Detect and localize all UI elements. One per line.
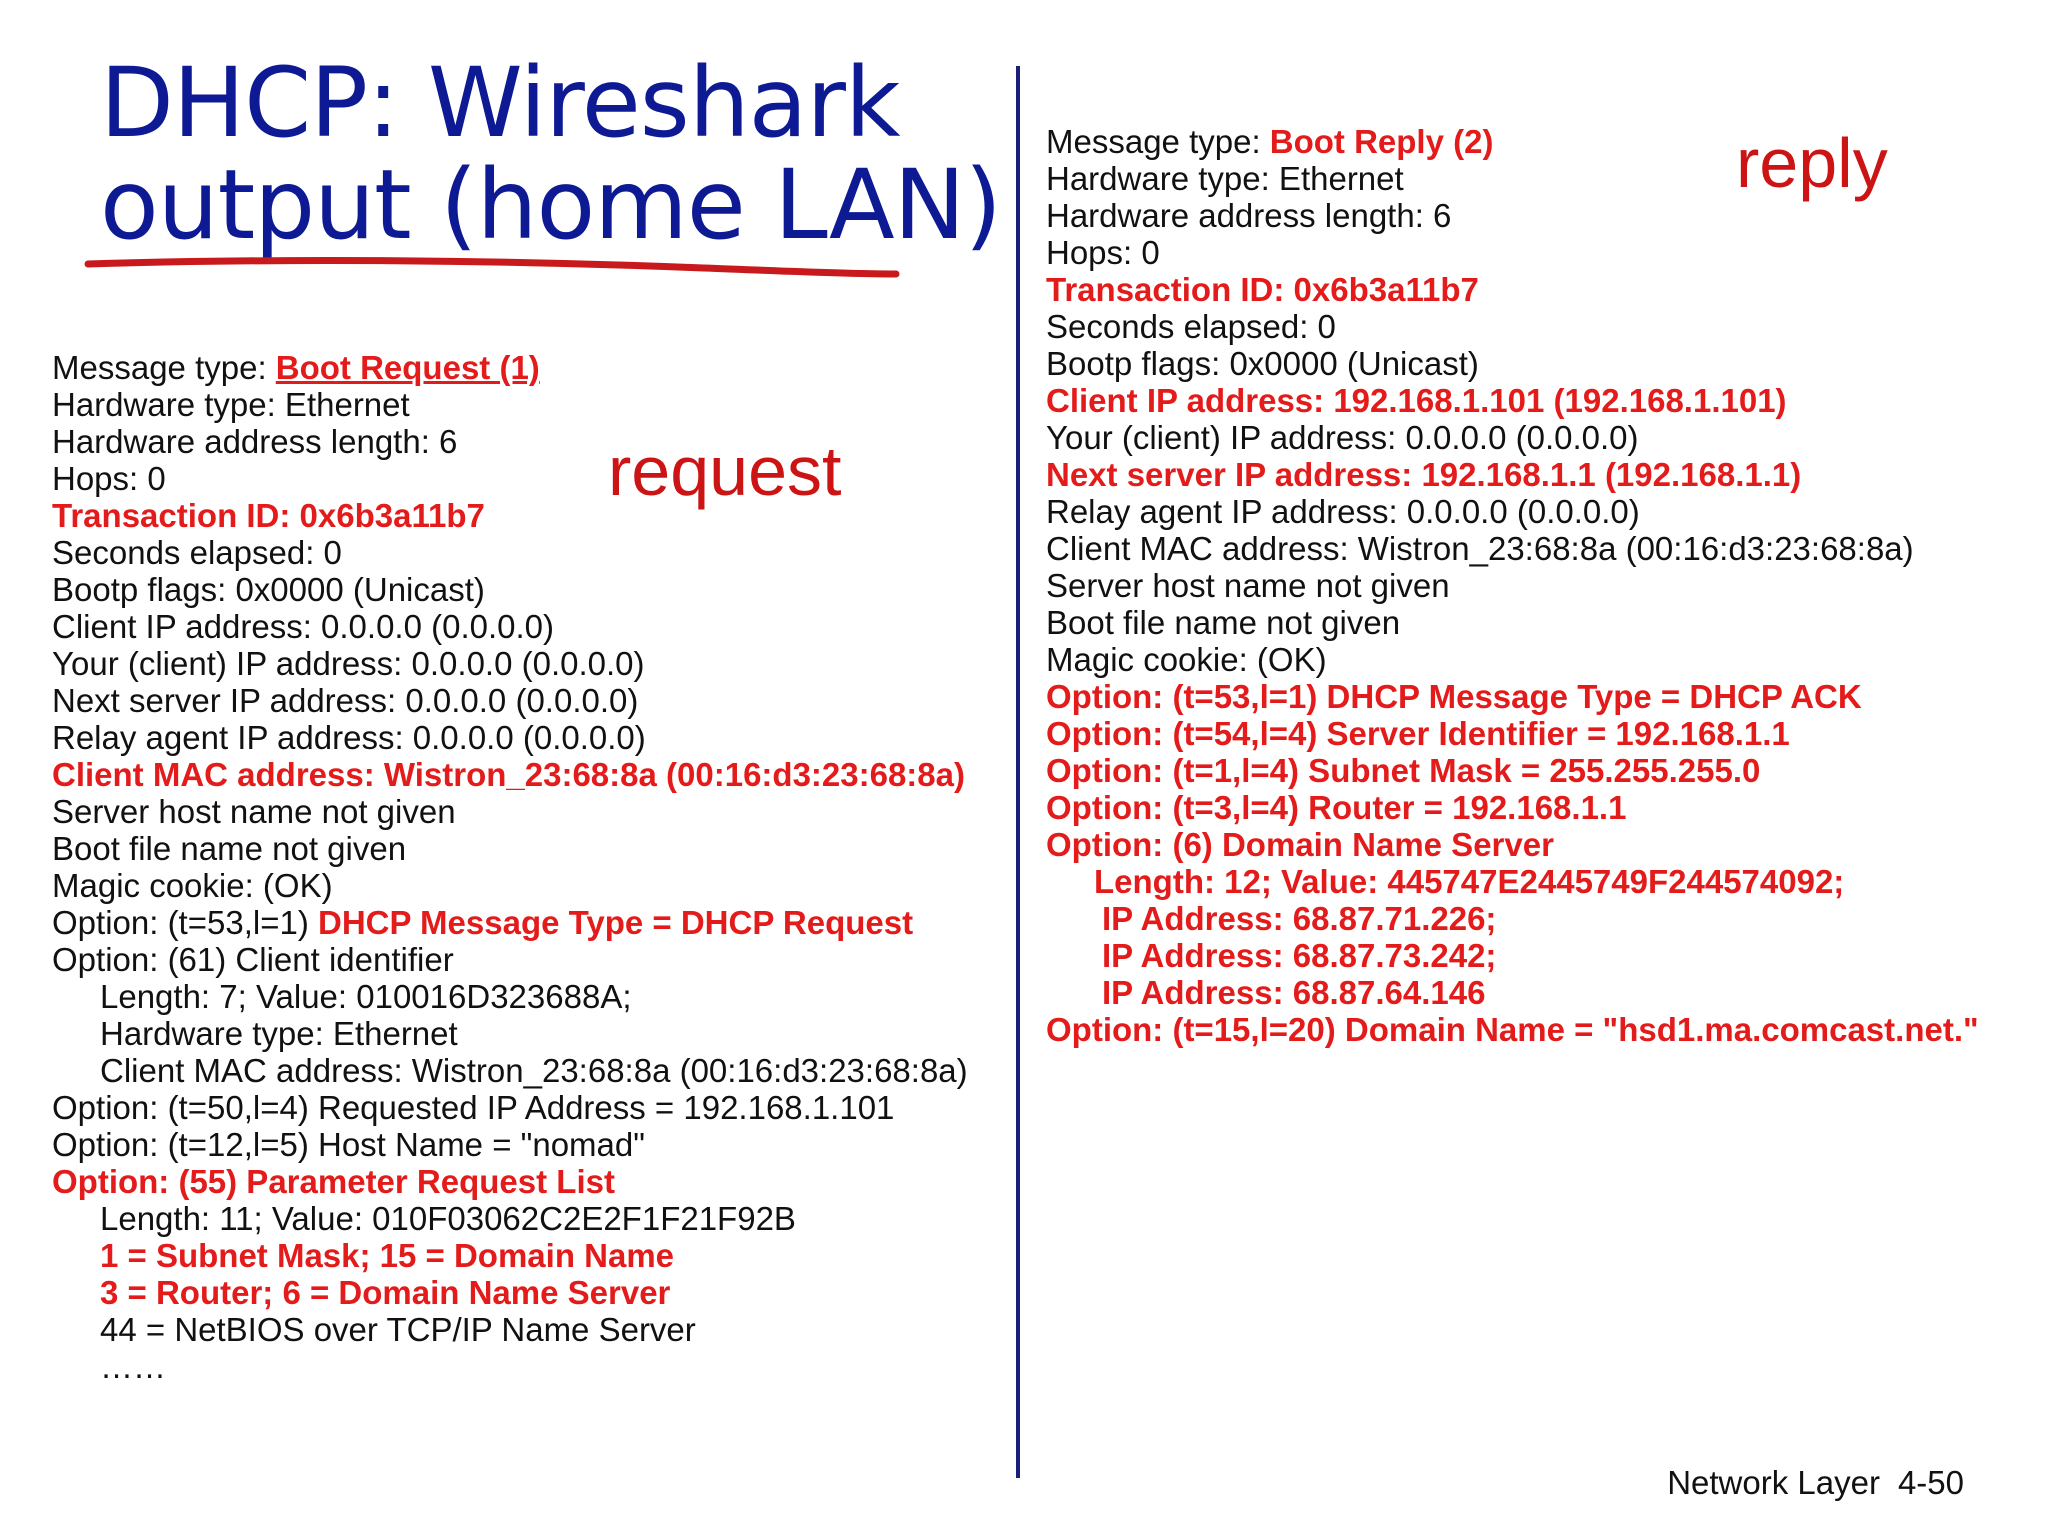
request-line: Server host name not given <box>52 793 456 830</box>
request-line: Option: (t=50,l=4) Requested IP Address = 192.168.1.101 <box>52 1089 895 1126</box>
page-number: 4-50 <box>1897 1464 1964 1501</box>
request-line: Client MAC address: Wistron_23:68:8a (00:16:d3:23:68:8a) <box>52 756 965 793</box>
reply-line: Message type: Boot Reply (2) <box>1046 123 1494 160</box>
request-line: Hardware type: Ethernet <box>52 386 410 423</box>
request-output <box>52 349 968 1385</box>
request-line: Boot file name not given <box>52 830 407 867</box>
reply-line: Client MAC address: Wistron_23:68:8a (00:16:d3:23:68:8a) <box>1046 530 1914 567</box>
request-line: Option: (t=53,l=1) DHCP Message Type = DHCP Request <box>52 904 914 941</box>
reply-line: IP Address: 68.87.64.146 <box>1102 974 1486 1011</box>
reply-label: reply <box>1736 124 1888 202</box>
reply-line: Bootp flags: 0x0000 (Unicast) <box>1046 345 1479 382</box>
reply-line: Magic cookie: (OK) <box>1046 641 1327 678</box>
reply-line: Client IP address: 192.168.1.101 (192.168.1.101) <box>1046 382 1787 419</box>
title-line-2: output (home LAN) <box>100 149 1001 261</box>
request-line: Message type: Boot Request (1) <box>52 349 540 386</box>
request-line: Magic cookie: (OK) <box>52 867 333 904</box>
footer-section: Network Layer <box>1667 1464 1880 1501</box>
request-line: 44 = NetBIOS over TCP/IP Name Server <box>100 1311 696 1348</box>
request-line: Bootp flags: 0x0000 (Unicast) <box>52 571 485 608</box>
reply-line: Hardware type: Ethernet <box>1046 160 1404 197</box>
request-line: Option: (55) Parameter Request List <box>52 1163 615 1200</box>
title-underline-stroke <box>84 254 904 284</box>
reply-line: Transaction ID: 0x6b3a11b7 <box>1046 271 1479 308</box>
request-line: Next server IP address: 0.0.0.0 (0.0.0.0) <box>52 682 639 719</box>
reply-line: Next server IP address: 192.168.1.1 (192.168.1.1) <box>1046 456 1802 493</box>
reply-line: Your (client) IP address: 0.0.0.0 (0.0.0.0) <box>1046 419 1639 456</box>
request-line: 3 = Router; 6 = Domain Name Server <box>100 1274 671 1311</box>
request-line: Transaction ID: 0x6b3a11b7 <box>52 497 485 534</box>
request-line: Your (client) IP address: 0.0.0.0 (0.0.0.0) <box>52 645 645 682</box>
request-line: Relay agent IP address: 0.0.0.0 (0.0.0.0) <box>52 719 646 756</box>
request-line: Hardware type: Ethernet <box>100 1015 458 1052</box>
slide-footer <box>1667 1464 1964 1502</box>
request-line: …… <box>100 1348 166 1385</box>
slide-title <box>100 47 1001 261</box>
request-line: Hardware address length: 6 <box>52 423 458 460</box>
request-label: request <box>608 432 842 510</box>
reply-line: Boot file name not given <box>1046 604 1401 641</box>
request-line: Length: 7; Value: 010016D323688A; <box>100 978 632 1015</box>
reply-line: IP Address: 68.87.71.226; <box>1102 900 1497 937</box>
request-line: Option: (t=12,l=5) Host Name = "nomad" <box>52 1126 645 1163</box>
reply-output <box>1046 123 1979 1048</box>
reply-line: Option: (6) Domain Name Server <box>1046 826 1554 863</box>
request-line: Seconds elapsed: 0 <box>52 534 342 571</box>
reply-line: IP Address: 68.87.73.242; <box>1102 937 1497 974</box>
request-line: Length: 11; Value: 010F03062C2E2F1F21F92B <box>100 1200 796 1237</box>
reply-line: Option: (t=15,l=20) Domain Name = "hsd1.ma.comcast.net." <box>1046 1011 1979 1048</box>
request-line: Option: (61) Client identifier <box>52 941 454 978</box>
request-line: Client IP address: 0.0.0.0 (0.0.0.0) <box>52 608 555 645</box>
title-line-1: DHCP: Wireshark <box>100 47 900 159</box>
reply-line: Option: (t=54,l=4) Server Identifier = 192.168.1.1 <box>1046 715 1790 752</box>
reply-line: Hardware address length: 6 <box>1046 197 1452 234</box>
reply-line: Option: (t=1,l=4) Subnet Mask = 255.255.255.0 <box>1046 752 1761 789</box>
reply-line: Length: 12; Value: 445747E2445749F244574092; <box>1094 863 1845 900</box>
reply-line: Relay agent IP address: 0.0.0.0 (0.0.0.0) <box>1046 493 1640 530</box>
reply-line: Seconds elapsed: 0 <box>1046 308 1336 345</box>
reply-line: Option: (t=3,l=4) Router = 192.168.1.1 <box>1046 789 1627 826</box>
reply-line: Option: (t=53,l=1) DHCP Message Type = DHCP ACK <box>1046 678 1862 715</box>
reply-line: Server host name not given <box>1046 567 1450 604</box>
column-divider <box>1016 66 1020 1478</box>
reply-line: Hops: 0 <box>1046 234 1160 271</box>
request-line: Client MAC address: Wistron_23:68:8a (00:16:d3:23:68:8a) <box>100 1052 968 1089</box>
request-line: 1 = Subnet Mask; 15 = Domain Name <box>100 1237 675 1274</box>
request-line: Hops: 0 <box>52 460 166 497</box>
